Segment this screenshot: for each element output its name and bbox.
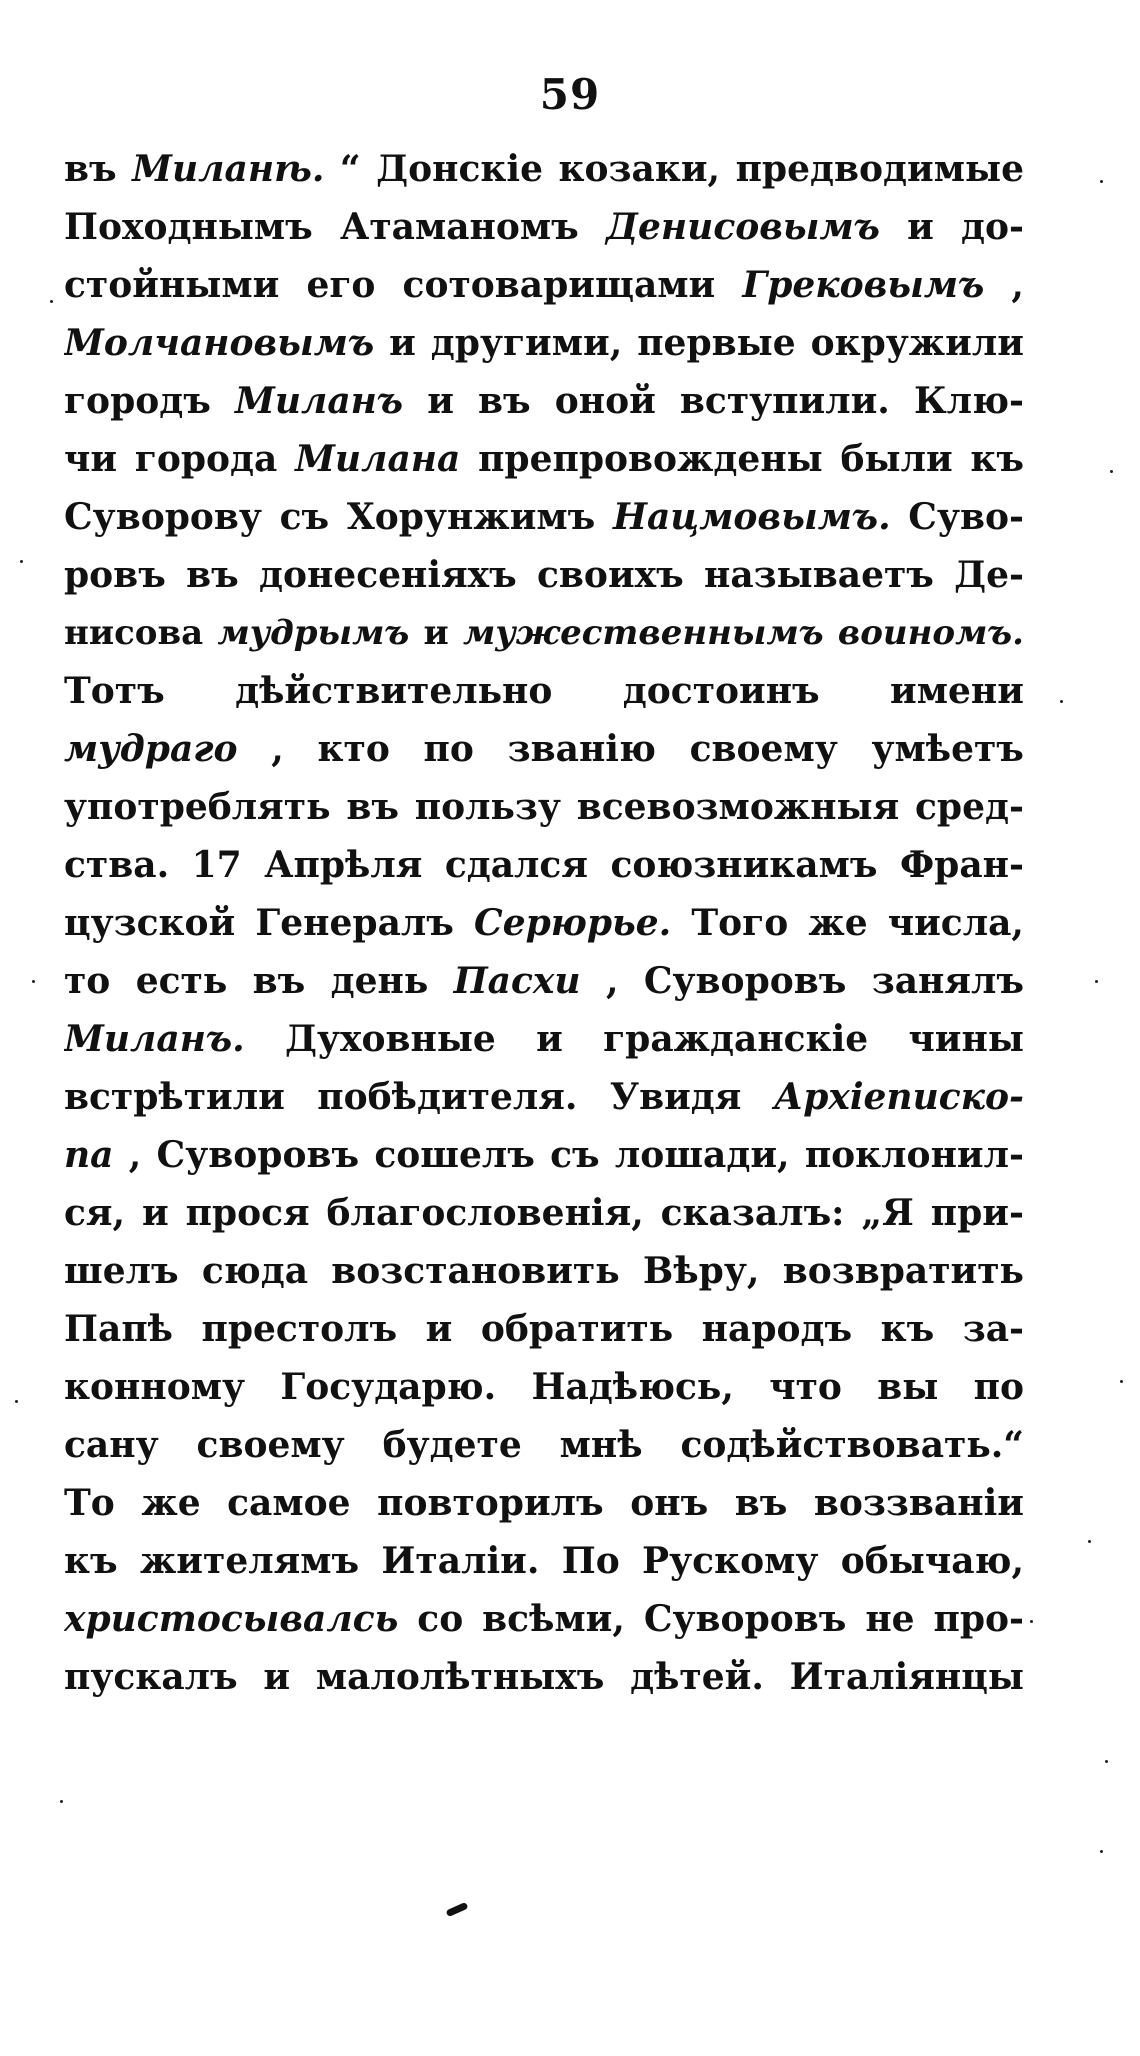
italic-word: мужественнымъ [463,613,824,653]
word: въ [64,148,117,190]
italic-word: Серюрье. [474,902,672,944]
word: Суворову [64,496,262,538]
word: стойными [64,264,280,306]
word: пользу [414,786,561,828]
italic-word: па [64,1134,114,1176]
word: Италіянцы [789,1656,1024,1698]
word: нисова [64,613,204,653]
word: вступили. [679,380,890,422]
word: , [271,728,284,770]
word: возстановить [331,1250,620,1292]
text-line [64,140,1024,198]
print-speck [60,1800,63,1803]
word: въ [477,380,531,422]
text-line [64,1184,1024,1242]
text-line [64,314,1024,372]
word: занялъ [871,960,1024,1002]
text-line [64,662,1024,720]
word: къ [970,438,1024,480]
word: То [64,1482,115,1524]
word: имени [890,670,1024,712]
page-number: 59 [539,70,601,119]
word: Хорунжимъ [346,496,596,538]
word: возвратить [782,1250,1024,1292]
word: обратить [480,1308,674,1350]
word: и [907,206,934,248]
word: Клю- [913,380,1024,422]
word: и [141,1192,169,1234]
text-line [64,1532,1024,1590]
word: сред- [915,786,1024,828]
word: и [389,322,416,364]
word: и [423,613,449,653]
word: по [973,1366,1024,1408]
text-line [64,1416,1024,1474]
text-line [64,604,1024,662]
word: употреблять [64,786,331,828]
text-line [64,1300,1024,1358]
word: “ [339,148,361,190]
word: въ [186,554,239,596]
word: другими, [430,322,623,364]
word: же [808,902,868,944]
word: Духовные [284,1018,496,1060]
italic-word: Милана [295,438,461,480]
word: есть [135,960,228,1002]
word: его [306,264,376,306]
word: оной [554,380,656,422]
word: , [1011,264,1024,306]
word: къ [64,1540,118,1582]
text-line [64,778,1024,836]
word: въ [734,1482,788,1524]
italic-word: Миланъ. [64,1018,245,1060]
print-speck [32,980,35,983]
italic-word: воиномъ. [837,613,1024,653]
word: цузской [64,902,236,944]
text-line [64,1242,1024,1300]
word: народъ [701,1308,853,1350]
word: встрѣтили [64,1076,285,1118]
print-speck [20,560,23,563]
italic-word: Миланъ [234,380,404,422]
italic-word: Архіеписко- [773,1076,1024,1118]
word: кто [317,728,390,770]
word: , [605,960,619,1002]
word: Суворовъ [643,1598,847,1640]
word: престолъ [201,1308,398,1350]
text-line [64,256,1024,314]
word: и [425,1308,453,1350]
word: препровождены [478,438,823,480]
word: же [141,1482,201,1524]
print-speck [1105,1760,1108,1763]
italic-word: христосывалсь [64,1598,399,1640]
word: , [128,1134,142,1176]
word: шелъ [64,1250,179,1292]
word: сказалъ: [660,1192,845,1234]
word: 17 [191,844,242,886]
text-line [64,894,1024,952]
word: ся, [64,1192,126,1234]
word: достоинъ [622,670,820,712]
word: со [417,1598,464,1640]
word: при- [930,1192,1024,1234]
print-speck [1095,980,1098,983]
word: Суво- [908,496,1024,538]
word: своихъ [537,554,684,596]
text-line [64,1648,1024,1706]
word: Апрѣля [264,844,423,886]
word: малолѣтныхъ [315,1656,605,1698]
word: первые [637,322,796,364]
word: до- [961,206,1024,248]
word: Суворовъ [156,1134,360,1176]
word: Италіи. [381,1540,540,1582]
text-line [64,1068,1024,1126]
word: козаки, [558,148,721,190]
word: сдался [444,844,588,886]
word: По [561,1540,620,1582]
word: конному [64,1366,246,1408]
word: были [840,438,953,480]
word: „Я [861,1192,914,1234]
word: и [263,1656,291,1698]
word: чины [908,1018,1024,1060]
word: Вѣру, [642,1250,760,1292]
word: за- [962,1308,1024,1350]
word: города [134,438,278,480]
word: и [536,1018,563,1060]
text-line [64,1474,1024,1532]
word: въ [346,786,399,828]
word: вы [877,1366,939,1408]
italic-word: Пасхи [453,960,581,1002]
word: умѣетъ [871,728,1024,770]
word: донесеніяхъ [258,554,517,596]
word: то [64,960,111,1002]
word: съ [279,496,330,538]
word: Походнымъ [64,206,313,248]
word: обычаю, [840,1540,1024,1582]
text-line [64,1010,1024,1068]
word: ровъ [64,554,166,596]
word: Увидя [609,1076,742,1118]
word: своему [196,1424,345,1466]
word: пускалъ [64,1656,238,1698]
text-line [64,372,1024,430]
word: Атаманомъ [340,206,579,248]
text-line [64,836,1024,894]
word: про- [933,1598,1024,1640]
body-text [64,140,1024,1706]
text-line [64,198,1024,256]
word: всевозможныя [576,786,900,828]
word: мнѣ [559,1424,643,1466]
print-speck [1088,1540,1091,1543]
italic-word: Денисовымъ [606,206,880,248]
word: повторилъ [377,1482,604,1524]
word: прося [185,1192,310,1234]
italic-word: мудрымъ [217,613,410,653]
word: Фран- [900,844,1024,886]
word: поклонил- [804,1134,1024,1176]
print-speck [1060,700,1063,703]
text-line [64,488,1024,546]
word: жителямъ [139,1540,360,1582]
word: самое [227,1482,351,1524]
italic-word: Миланѣ. [132,148,325,190]
text-line [64,1358,1024,1416]
word: окружили [810,322,1024,364]
word: городъ [64,380,211,422]
word: не [865,1598,915,1640]
print-speck [1120,1380,1123,1383]
word: Надѣюсь, [531,1366,734,1408]
print-speck [1110,470,1113,473]
print-speck [1100,1850,1103,1853]
text-line [64,1126,1024,1184]
text-line [64,1590,1024,1648]
word: сюда [201,1250,309,1292]
word: содѣйствовать.“ [680,1424,1024,1466]
word: всѣми, [482,1598,625,1640]
word: Тотъ [64,670,165,712]
word: что [769,1366,842,1408]
word: Государю. [280,1366,497,1408]
text-line [64,546,1024,604]
word: Де- [954,554,1024,596]
print-speck [1030,1620,1033,1623]
italic-word: мудраго [64,728,238,770]
word: называетъ [703,554,934,596]
word: Суворовъ [643,960,847,1002]
word: числа, [887,902,1024,944]
word: Донскіе [376,148,544,190]
word: день [330,960,429,1002]
word: и [427,380,454,422]
print-speck [15,1400,18,1403]
word: дѣйствительно [235,670,553,712]
word: союзникамъ [610,844,878,886]
word: своему [689,728,838,770]
text-line [64,430,1024,488]
word: чи [64,438,118,480]
word: онъ [630,1482,709,1524]
word: ства. [64,844,170,886]
word: благословенія, [326,1192,644,1234]
word: Того [691,902,789,944]
word: будете [382,1424,522,1466]
word: Рускому [642,1540,819,1582]
word: по [423,728,474,770]
word: побѣдителя. [317,1076,578,1118]
word: сошелъ [374,1134,535,1176]
word: сану [64,1424,159,1466]
word: сотоварищами [402,264,716,306]
text-line [64,952,1024,1010]
print-speck [1100,180,1103,183]
word: лошади, [614,1134,790,1176]
word: званію [507,728,656,770]
text-line [64,720,1024,778]
ink-mark [446,1902,469,1917]
italic-word: Нацмовымъ. [612,496,891,538]
word: въ [252,960,306,1002]
print-speck [50,300,53,303]
word: гражданскіе [603,1018,869,1060]
word: Папѣ [64,1308,173,1350]
italic-word: Молчановымъ [64,322,375,364]
word: къ [880,1308,935,1350]
word: предводимые [735,148,1024,190]
word: съ [550,1134,600,1176]
word: воззваніи [813,1482,1024,1524]
word: Генералъ [255,902,454,944]
italic-word: Грековымъ [742,264,985,306]
word: дѣтей. [630,1656,764,1698]
